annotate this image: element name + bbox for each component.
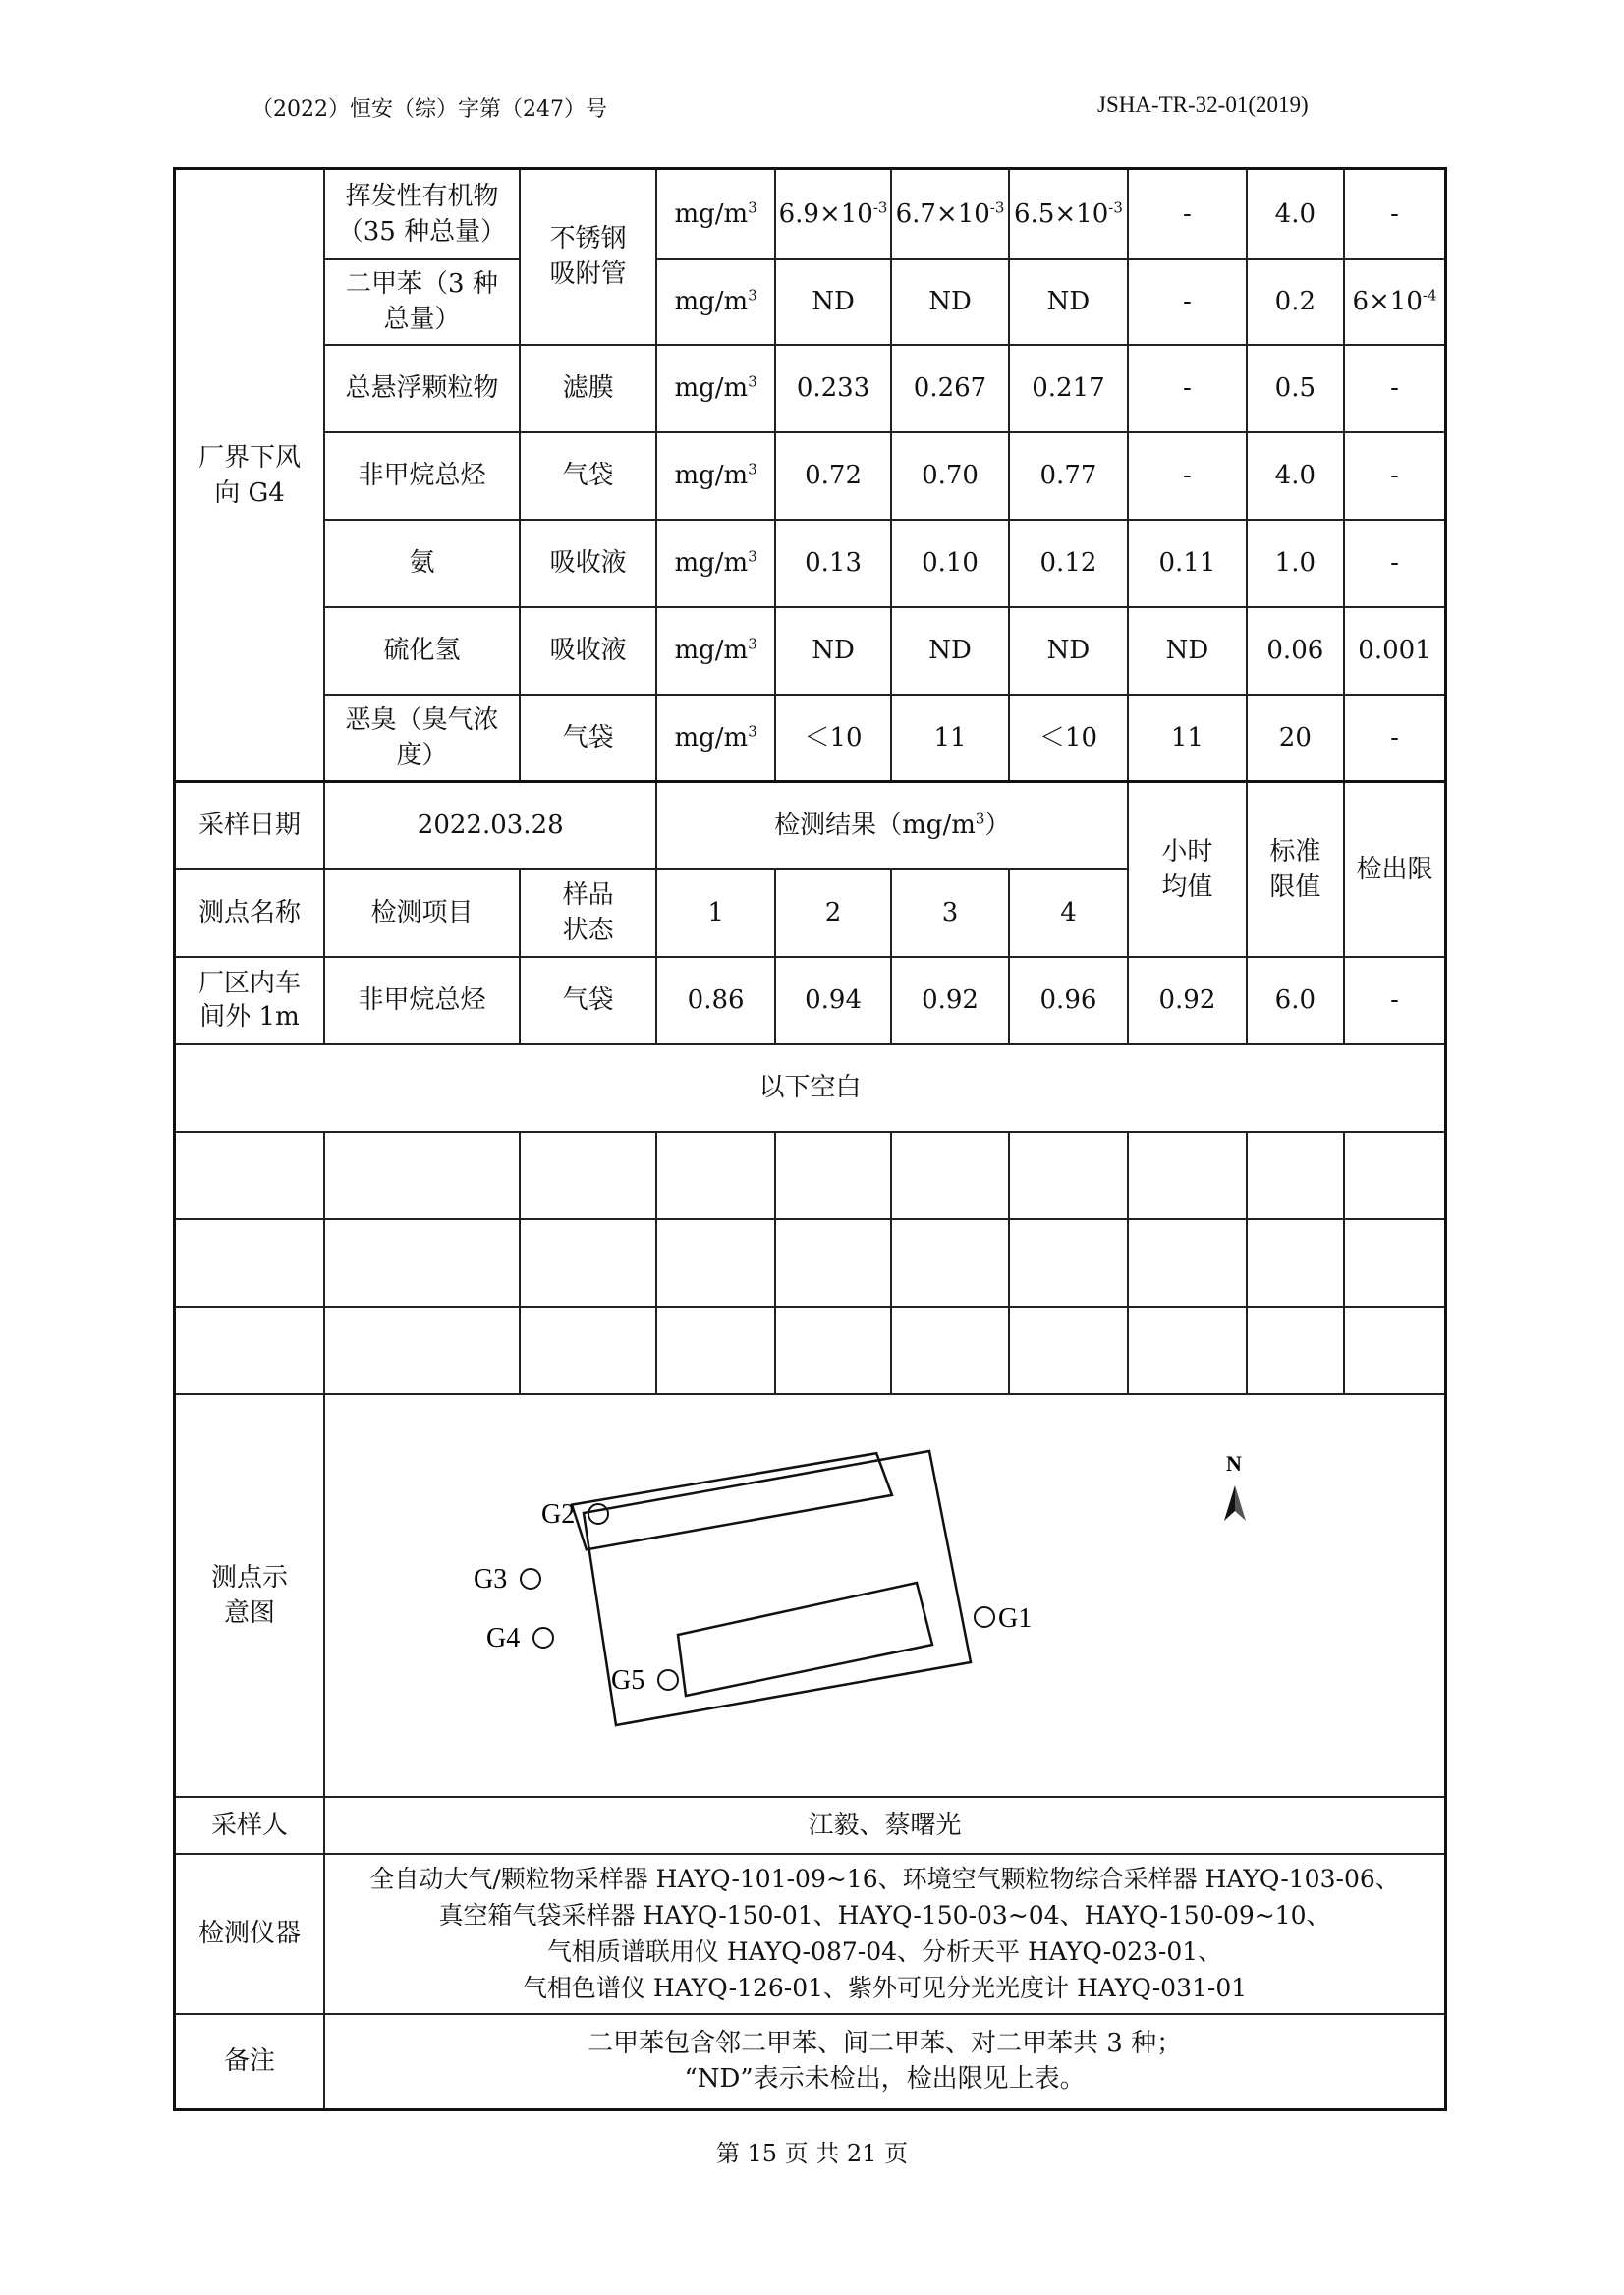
point-g1 — [975, 1603, 1032, 1634]
value-cell: ND — [1009, 607, 1128, 695]
run-label: 4 — [1009, 869, 1128, 957]
limit-label: 标准限值 — [1247, 782, 1344, 957]
sampler-row — [175, 1797, 1446, 1854]
unit-cell: $mg/m^3$ — [656, 432, 774, 520]
avg-cell: 0.92 — [1128, 957, 1246, 1044]
value-cell: ＜10 — [775, 695, 891, 782]
value-cell: $6.9\times 10^{-3}$ — [775, 169, 891, 259]
avg-cell: - — [1128, 169, 1246, 259]
state-label: 样品状态 — [520, 869, 657, 957]
item-cell: 二甲苯（3 种总量） — [346, 269, 498, 334]
value-cell: ND — [891, 259, 1008, 345]
item-cell: 非甲烷总烃 — [324, 957, 520, 1044]
empty-row — [175, 1219, 1446, 1307]
instruments-row — [175, 1854, 1446, 2014]
value-cell: 0.10 — [891, 520, 1008, 607]
sample-date: 2022.03.28 — [324, 782, 656, 869]
avg-cell: - — [1128, 432, 1246, 520]
value-cell: 0.70 — [891, 432, 1008, 520]
sampler-value: 江毅、蔡曙光 — [324, 1797, 1445, 1854]
value-cell: $6.7\times 10^{-3}$ — [891, 169, 1008, 259]
table-row — [175, 432, 1446, 520]
avg-cell: ND — [1128, 607, 1246, 695]
container-cell: 吸收液 — [520, 607, 657, 695]
table-row — [175, 520, 1446, 607]
instrument-line: 气相质谱联用仪 HAYQ-087-04、分析天平 HAYQ-023-01、 — [546, 1937, 1223, 1966]
blank-note: 以下空白 — [175, 1044, 1446, 1132]
item-cell: 硫化氢 — [324, 607, 520, 695]
table-row — [175, 169, 1446, 259]
unit-cell: $mg/m^3$ — [656, 695, 774, 782]
avg-cell: 0.11 — [1128, 520, 1246, 607]
value-cell: ND — [891, 607, 1008, 695]
remark-line: 二甲苯包含邻二甲苯、间二甲苯、对二甲苯共 3 种； — [588, 2029, 1183, 2059]
date-label: 采样日期 — [175, 782, 325, 869]
site-name-cell: 厂界下风向 G4 — [175, 169, 325, 782]
svg-text:G4: G4 — [486, 1622, 521, 1653]
value-cell: 0.13 — [775, 520, 891, 607]
sampler-label: 采样人 — [175, 1797, 325, 1854]
limit-cell: 0.5 — [1247, 345, 1344, 432]
svg-text:G1: G1 — [998, 1602, 1033, 1634]
unit-cell: $mg/m^3$ — [656, 607, 774, 695]
value-cell: ＜10 — [1009, 695, 1128, 782]
value-cell: 11 — [891, 695, 1008, 782]
svg-text:G3: G3 — [474, 1563, 508, 1595]
site-name-cell: 厂区内车间外 1m — [175, 957, 325, 1044]
value-cell: 0.86 — [656, 957, 774, 1044]
svg-text:G5: G5 — [611, 1664, 645, 1696]
form-code: JSHA-TR-32-01(2019) — [1097, 92, 1309, 117]
dl-cell: - — [1344, 520, 1445, 607]
empty-row — [175, 1132, 1446, 1219]
value-cell: $6.5\times 10^{-3}$ — [1009, 169, 1128, 259]
unit-cell: $mg/m^3$ — [656, 520, 774, 607]
report-number: （2022）恒安（综）字第（247）号 — [252, 97, 607, 122]
run-label: 2 — [775, 869, 891, 957]
table-header-row — [175, 782, 1446, 869]
value-cell: ND — [775, 259, 891, 345]
unit-cell: $mg/m^3$ — [656, 169, 774, 259]
container-cell: 不锈钢吸附管 — [520, 169, 657, 345]
container-cell: 气袋 — [520, 695, 657, 782]
limit-cell: 1.0 — [1247, 520, 1344, 607]
empty-row — [175, 1307, 1446, 1394]
item-cell: 总悬浮颗粒物 — [324, 345, 520, 432]
value-cell: ND — [1009, 259, 1128, 345]
avg-cell: - — [1128, 259, 1246, 345]
svg-text:N: N — [1226, 1450, 1243, 1476]
value-cell: 0.77 — [1009, 432, 1128, 520]
dl-cell: - — [1344, 695, 1445, 782]
remarks-text — [324, 2014, 1445, 2110]
svg-text:G2: G2 — [541, 1498, 576, 1530]
map-label: 测点示意图 — [175, 1394, 325, 1797]
limit-cell: 20 — [1247, 695, 1344, 782]
site-map-drawing — [325, 1395, 1445, 1796]
run-label: 1 — [656, 869, 774, 957]
point-g2 — [541, 1499, 608, 1530]
instrument-line: 气相色谱仪 HAYQ-126-01、紫外可见分光光度计 HAYQ-031-01 — [522, 1974, 1248, 2002]
remarks-label: 备注 — [175, 2014, 325, 2110]
container-cell: 吸收液 — [520, 520, 657, 607]
limit-cell: 0.2 — [1247, 259, 1344, 345]
table-row — [175, 607, 1446, 695]
container-cell: 滤膜 — [520, 345, 657, 432]
unit-cell: $mg/m^3$ — [656, 345, 774, 432]
site-map — [324, 1394, 1445, 1797]
limit-cell: 4.0 — [1247, 169, 1344, 259]
table-row — [175, 259, 1446, 345]
dl-cell: - — [1344, 345, 1445, 432]
dl-cell: 0.001 — [1344, 607, 1445, 695]
limit-cell: 0.06 — [1247, 607, 1344, 695]
table-row — [175, 957, 1446, 1044]
dl-cell: - — [1344, 957, 1445, 1044]
run-label: 3 — [891, 869, 1008, 957]
table-row — [175, 345, 1446, 432]
value-cell: 0.233 — [775, 345, 891, 432]
value-cell: 0.96 — [1009, 957, 1128, 1044]
table-row — [175, 695, 1446, 782]
value-cell: 0.12 — [1009, 520, 1128, 607]
dl-cell: - — [1344, 169, 1445, 259]
hourly-avg-label: 小时均值 — [1128, 782, 1246, 957]
value-cell: 0.94 — [775, 957, 891, 1044]
blank-note-row — [175, 1044, 1446, 1132]
instruments-label: 检测仪器 — [175, 1854, 325, 2014]
item-label: 检测项目 — [324, 869, 520, 957]
building-2 — [678, 1583, 932, 1696]
item-cell: 恶臭（臭气浓度） — [345, 704, 499, 770]
limit-cell: 4.0 — [1247, 432, 1344, 520]
value-cell: 0.267 — [891, 345, 1008, 432]
results-table — [173, 167, 1447, 2111]
value-cell: 0.217 — [1009, 345, 1128, 432]
remarks-row — [175, 2014, 1446, 2110]
instruments-list — [324, 1854, 1445, 2014]
point-g5 — [611, 1665, 678, 1696]
container-cell: 气袋 — [520, 432, 657, 520]
map-row — [175, 1394, 1446, 1797]
dl-cell: $6\times 10^{-4}$ — [1344, 259, 1445, 345]
item-cell: 非甲烷总烃 — [324, 432, 520, 520]
point-g3 — [474, 1564, 540, 1595]
value-cell: 0.92 — [891, 957, 1008, 1044]
state-cell: 气袋 — [520, 957, 657, 1044]
detection-limit-label: 检出限 — [1344, 782, 1445, 957]
instrument-line: 全自动大气/颗粒物采样器 HAYQ-101-09~16、环境空气颗粒物综合采样器 HAYQ-103-06、 — [369, 1865, 1400, 1893]
point-g4 — [486, 1623, 553, 1653]
dl-cell: - — [1344, 432, 1445, 520]
site-label: 测点名称 — [175, 869, 325, 957]
result-label: 检测结果$(mg/m^3)$ — [656, 782, 1128, 869]
item-cell: 挥发性有机物（35 种总量） — [337, 181, 507, 247]
unit-cell: $mg/m^3$ — [656, 259, 774, 345]
page-number: 第 15 页 共 21 页 — [715, 2140, 909, 2167]
instrument-line: 真空箱气袋采样器 HAYQ-150-01、HAYQ-150-03~04、HAYQ-150-09~10、 — [438, 1901, 1331, 1930]
value-cell: 0.72 — [775, 432, 891, 520]
avg-cell: - — [1128, 345, 1246, 432]
remark-line: “ND”表示未检出，检出限见上表。 — [684, 2064, 1086, 2095]
value-cell: ND — [775, 607, 891, 695]
north-arrow-icon — [1224, 1451, 1246, 1521]
avg-cell: 11 — [1128, 695, 1246, 782]
item-cell: 氨 — [324, 520, 520, 607]
limit-cell: 6.0 — [1247, 957, 1344, 1044]
